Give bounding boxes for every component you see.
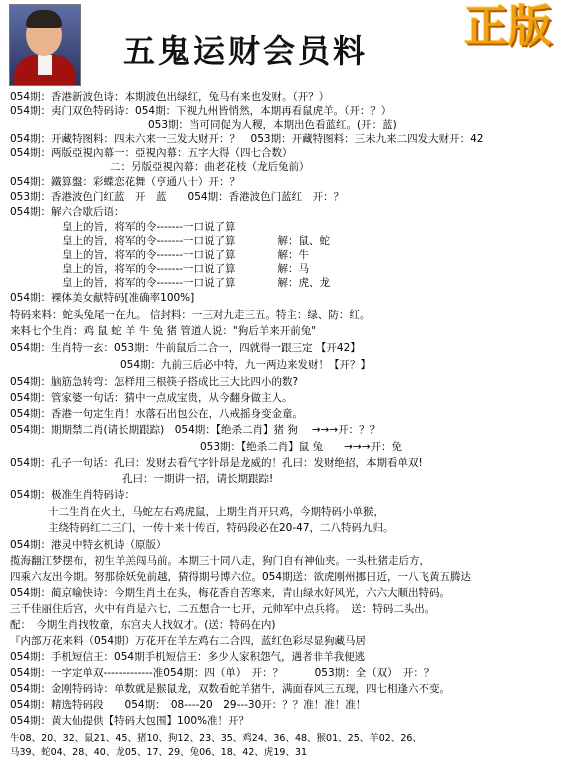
text-line: 来料七个生肖：鸡 鼠 蛇 羊 牛 兔 猪 管道人说："狗后羊来开前兔" <box>10 325 317 337</box>
text-line: 皇上的旨，将军的令-------一口说了算 解：鼠、蛇 <box>62 235 331 247</box>
text-line: 特码来料：蛇头兔尾一在九。 信封料：一三对九走三五。特主：绿、防：红。 <box>10 309 371 321</box>
text-line: 054期：管家婆一句话：猜中一点成宝贵，从今翻身做主人。 <box>10 392 293 404</box>
text-line: 054期：孔子一句话：孔曰：发财去看气字针昂是龙威的！孔曰：发财绝招，本期看单双! <box>10 457 423 469</box>
text-line: 054期：黄大仙提供【特码大包围】100%准！开？ <box>10 715 250 727</box>
text-line: 054期：解六合歇后语： <box>10 206 125 218</box>
text-line: 孔曰：一期讲一招，请长期跟踪! <box>122 473 274 485</box>
text-line: 十二生肖在火土，马蛇左右鸡虎鼠，上期生肖开只鸡，今期特码小单猴， <box>48 506 384 518</box>
text-line: 053期：【绝杀二肖】鼠 兔 →→→开：免 <box>200 441 403 453</box>
text-line: 马39、蛇04、28、40、龙05、17、29、兔06、18、42、虎19、31 <box>10 747 308 758</box>
text-line: 054期：手机短信王：054期手机短信王：多少人家积怨气，遇者非羊我便逃 <box>10 651 366 663</box>
text-line: 主绕特码红二三门，一传十来十传百，特码段必在20-47，二八特码九归。 <box>48 522 394 534</box>
text-line: 054期：夷门双色特码诗：054期：下视九州皆悄然，本期再看鼠虎羊。（开：？） <box>10 105 392 117</box>
text-line: 牛08、20、32、鼠21、45、猪10、狗12、23、35、鸡24、36、48、猴01、25、羊02、26、 <box>10 733 422 744</box>
text-line: 054期：香港新波色诗：本期波色出绿红，兔马有来也发财。（开？） <box>10 91 330 103</box>
text-line: 『内部万花来料（054期）万花开在羊左鸡右二合四，蓝红色彩尽显狗藏马居 <box>10 635 367 647</box>
header <box>0 0 574 92</box>
text-line: 054期：金刚特码诗：单数就是猴鼠龙，双数看蛇羊猪牛，满面春风三五现，四七相逢六不变。 <box>10 683 451 695</box>
text-line: 054期：极准生肖特码诗： <box>10 489 136 501</box>
text-line: 皇上的旨，将军的令-------一口说了算 解：虎、龙 <box>62 277 331 289</box>
text-line: 四乘六友出今期。努那徐妖免前越，猜得期号博六位。054期送：欲虎刚州挪日近，一八飞黄五腾达 <box>10 571 472 583</box>
author-photo <box>9 4 81 86</box>
text-line: 054期：蔺京喻快诗：今期生肖土在头，梅花香自苦寒来，青山绿水好风光，六六大顺出特码。 <box>10 587 451 599</box>
page-title: 五鬼运财会员料 <box>123 32 369 70</box>
text-line: 054期：港灵中特玄机诗（原版） <box>10 539 167 551</box>
text-line: 配： 今期生肖找牧童，东宫夫人找奴才。(送：特码在内) <box>10 619 276 631</box>
text-line: 054期：脑筋急转弯：怎样用三根筷子搭成比三大比四小的数? <box>10 376 299 388</box>
official-stamp: 正版 <box>464 1 552 52</box>
text-line: 053期：香港波色门红蓝 开 蓝 054期：香港波色门蓝红 开：？ <box>10 191 345 203</box>
text-line: 054期：九前三后必中特，九一两边来发财！【开？】 <box>120 359 372 371</box>
photo-hair <box>26 10 62 28</box>
text-line: 053期：当可同促为人稷，本期出色看蓝红。(开：蓝) <box>148 119 397 131</box>
text-line: 054期：开藏特图料：四未六来一三发大财开：？ 053期：开藏特图料：三未九来二四发大财开：42 <box>10 133 484 145</box>
text-line: 二：另版亞視內幕：曲老花枝（龙后兔前） <box>110 161 310 173</box>
photo-shirt <box>38 55 52 75</box>
text-line: 054期：两版亞視內幕一：亞視內幕：五字大得（四七合数） <box>10 147 293 159</box>
text-line: 054期：香港一句定生肖！水落石出包公在，八戒摇身变金童。 <box>10 408 304 420</box>
text-line: 054期：期期禁二肖(请长期跟踪) 054期：【绝杀二肖】猪 狗 →→→开：？？ <box>10 424 381 436</box>
text-line: 三千佳丽住后宫，火中有肖是六七，二五想合一七开，元帅军中点兵将。 送：特码二头出。 <box>10 603 436 615</box>
text-line: 054期：一字定单双-------------准054期：四（单） 开：？ 053期：全（双） 开：？ <box>10 667 435 679</box>
text-line: 054期：鐵算盤：彩蝶恋花舞（亨通八十）开：？ <box>10 176 241 188</box>
text-line: 054期：裸体美女献特码[准确率100%] <box>10 292 195 304</box>
text-line: 皇上的旨，将军的令-------一口说了算 解：马 <box>62 263 310 275</box>
text-line: 054期：精选特码段 054期： 08----20 29---30开：？？准！准！准！ <box>10 699 367 711</box>
text-line: 皇上的旨，将军的令-------一口说了算 <box>62 221 236 233</box>
text-line: 皇上的旨，将军的令-------一口说了算 解：牛 <box>62 249 310 261</box>
text-line: 054期：生肖特一玄：053期：牛前鼠后二合一，四就得一跟三定 【开42】 <box>10 342 361 354</box>
text-line: 揽海翻江梦摆布，初生羊羔闯马前。本期三十同八走，狗门自有神仙夹。一头杜猪走后方， <box>10 555 430 567</box>
